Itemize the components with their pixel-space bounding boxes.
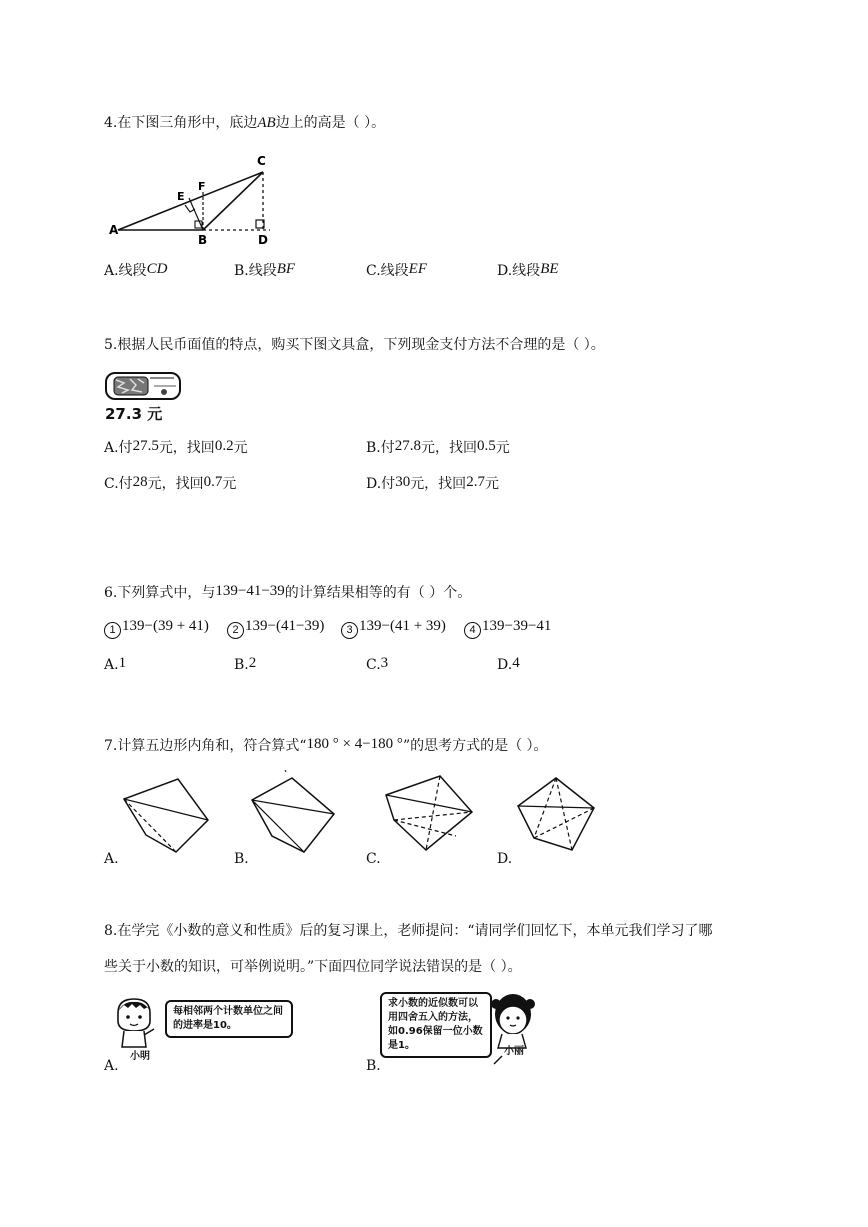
q8-option-a[interactable]: A. [104,1058,119,1074]
q5-option-b[interactable]: B.付27.8元，找回0.5元 [366,438,510,456]
pencil-case-icon [104,370,184,404]
pentagon-d-figure [512,770,612,855]
q4-option-b[interactable]: B.线段BF [234,261,296,279]
q5-stem: 5.根据人民币面值的特点，购买下图文具盒，下列现金支付方法不合理的是（ ）。 [104,337,605,353]
pentagon-b-figure [246,770,346,855]
q7-stem: 7.计算五边形内角和，符合算式“180 ° × 4−180 °”的思考方式的是（ ）。 [104,736,548,754]
q7-option-b[interactable]: B. [234,851,249,867]
pencil-case-price: 27.3 元 [105,405,163,423]
q5-option-c[interactable]: C.付28元，找回0.7元 [104,474,237,492]
xiaoli-name: 小丽 [504,1046,524,1057]
pentagon-a-figure [118,775,218,855]
q6-option-b[interactable]: B.2 [234,655,257,673]
q4-label-d: D [258,233,268,247]
q6-expr-2: 2 139−(41−39) [227,619,324,638]
q4-option-d[interactable]: D.线段BE [497,261,559,279]
pentagon-c-figure [382,770,482,855]
q6-option-d[interactable]: D.4 [497,655,520,673]
q7-option-d[interactable]: D. [497,851,513,867]
q4-label-f: F [198,180,206,193]
q8-option-b[interactable]: B. [366,1058,381,1074]
q4-option-a[interactable]: A.线段CD [104,261,168,279]
q7-option-c[interactable]: C. [366,851,381,867]
xiaoming-speech-bubble: 每相邻两个计数单位之间的进率是10。 [165,1000,293,1038]
q4-label-c: C [257,154,266,168]
q5-option-a[interactable]: A.付27.5元，找回0.2元 [104,438,248,456]
q6-expr-1: 1 139−(39 + 41) [104,619,209,638]
q4-label-a: A [109,223,119,237]
xiaoming-name: 小明 [130,1051,150,1062]
xiaoli-speech-bubble: 求小数的近似数可以用四舍五入的方法，如0.96保留一位小数是1。 [380,992,492,1058]
q4-stem: 4.在下图三角形中，底边AB边上的高是（ ）。 [104,115,386,131]
q4-label-b: B [198,233,208,247]
q6-option-c[interactable]: C.3 [366,655,389,673]
q6-option-a[interactable]: A.1 [104,655,127,673]
boy-xiaoming-icon [110,995,160,1055]
q4-triangle-figure [105,150,305,250]
q8-stem-line-2: 些关于小数的知识，可举例说明。”下面四位同学说法错误的是（ ）。 [104,959,522,975]
q4-label-e: E [177,190,185,203]
q5-option-d[interactable]: D.付30元，找回2.7元 [366,474,499,492]
q6-expr-3: 3 139−(41 + 39) [341,619,446,638]
q6-expr-4: 4 139−39−41 [464,619,551,638]
q6-stem: 6.下列算式中，与139−41−39的计算结果相等的有（ ）个。 [104,583,472,601]
q7-option-a[interactable]: A. [104,851,119,867]
q4-option-c[interactable]: C.线段EF [366,261,427,279]
q8-stem-line-1: 8.在学完《小数的意义和性质》后的复习课上，老师提问：“请同学们回忆下，本单元我们学习了哪 [104,923,713,939]
